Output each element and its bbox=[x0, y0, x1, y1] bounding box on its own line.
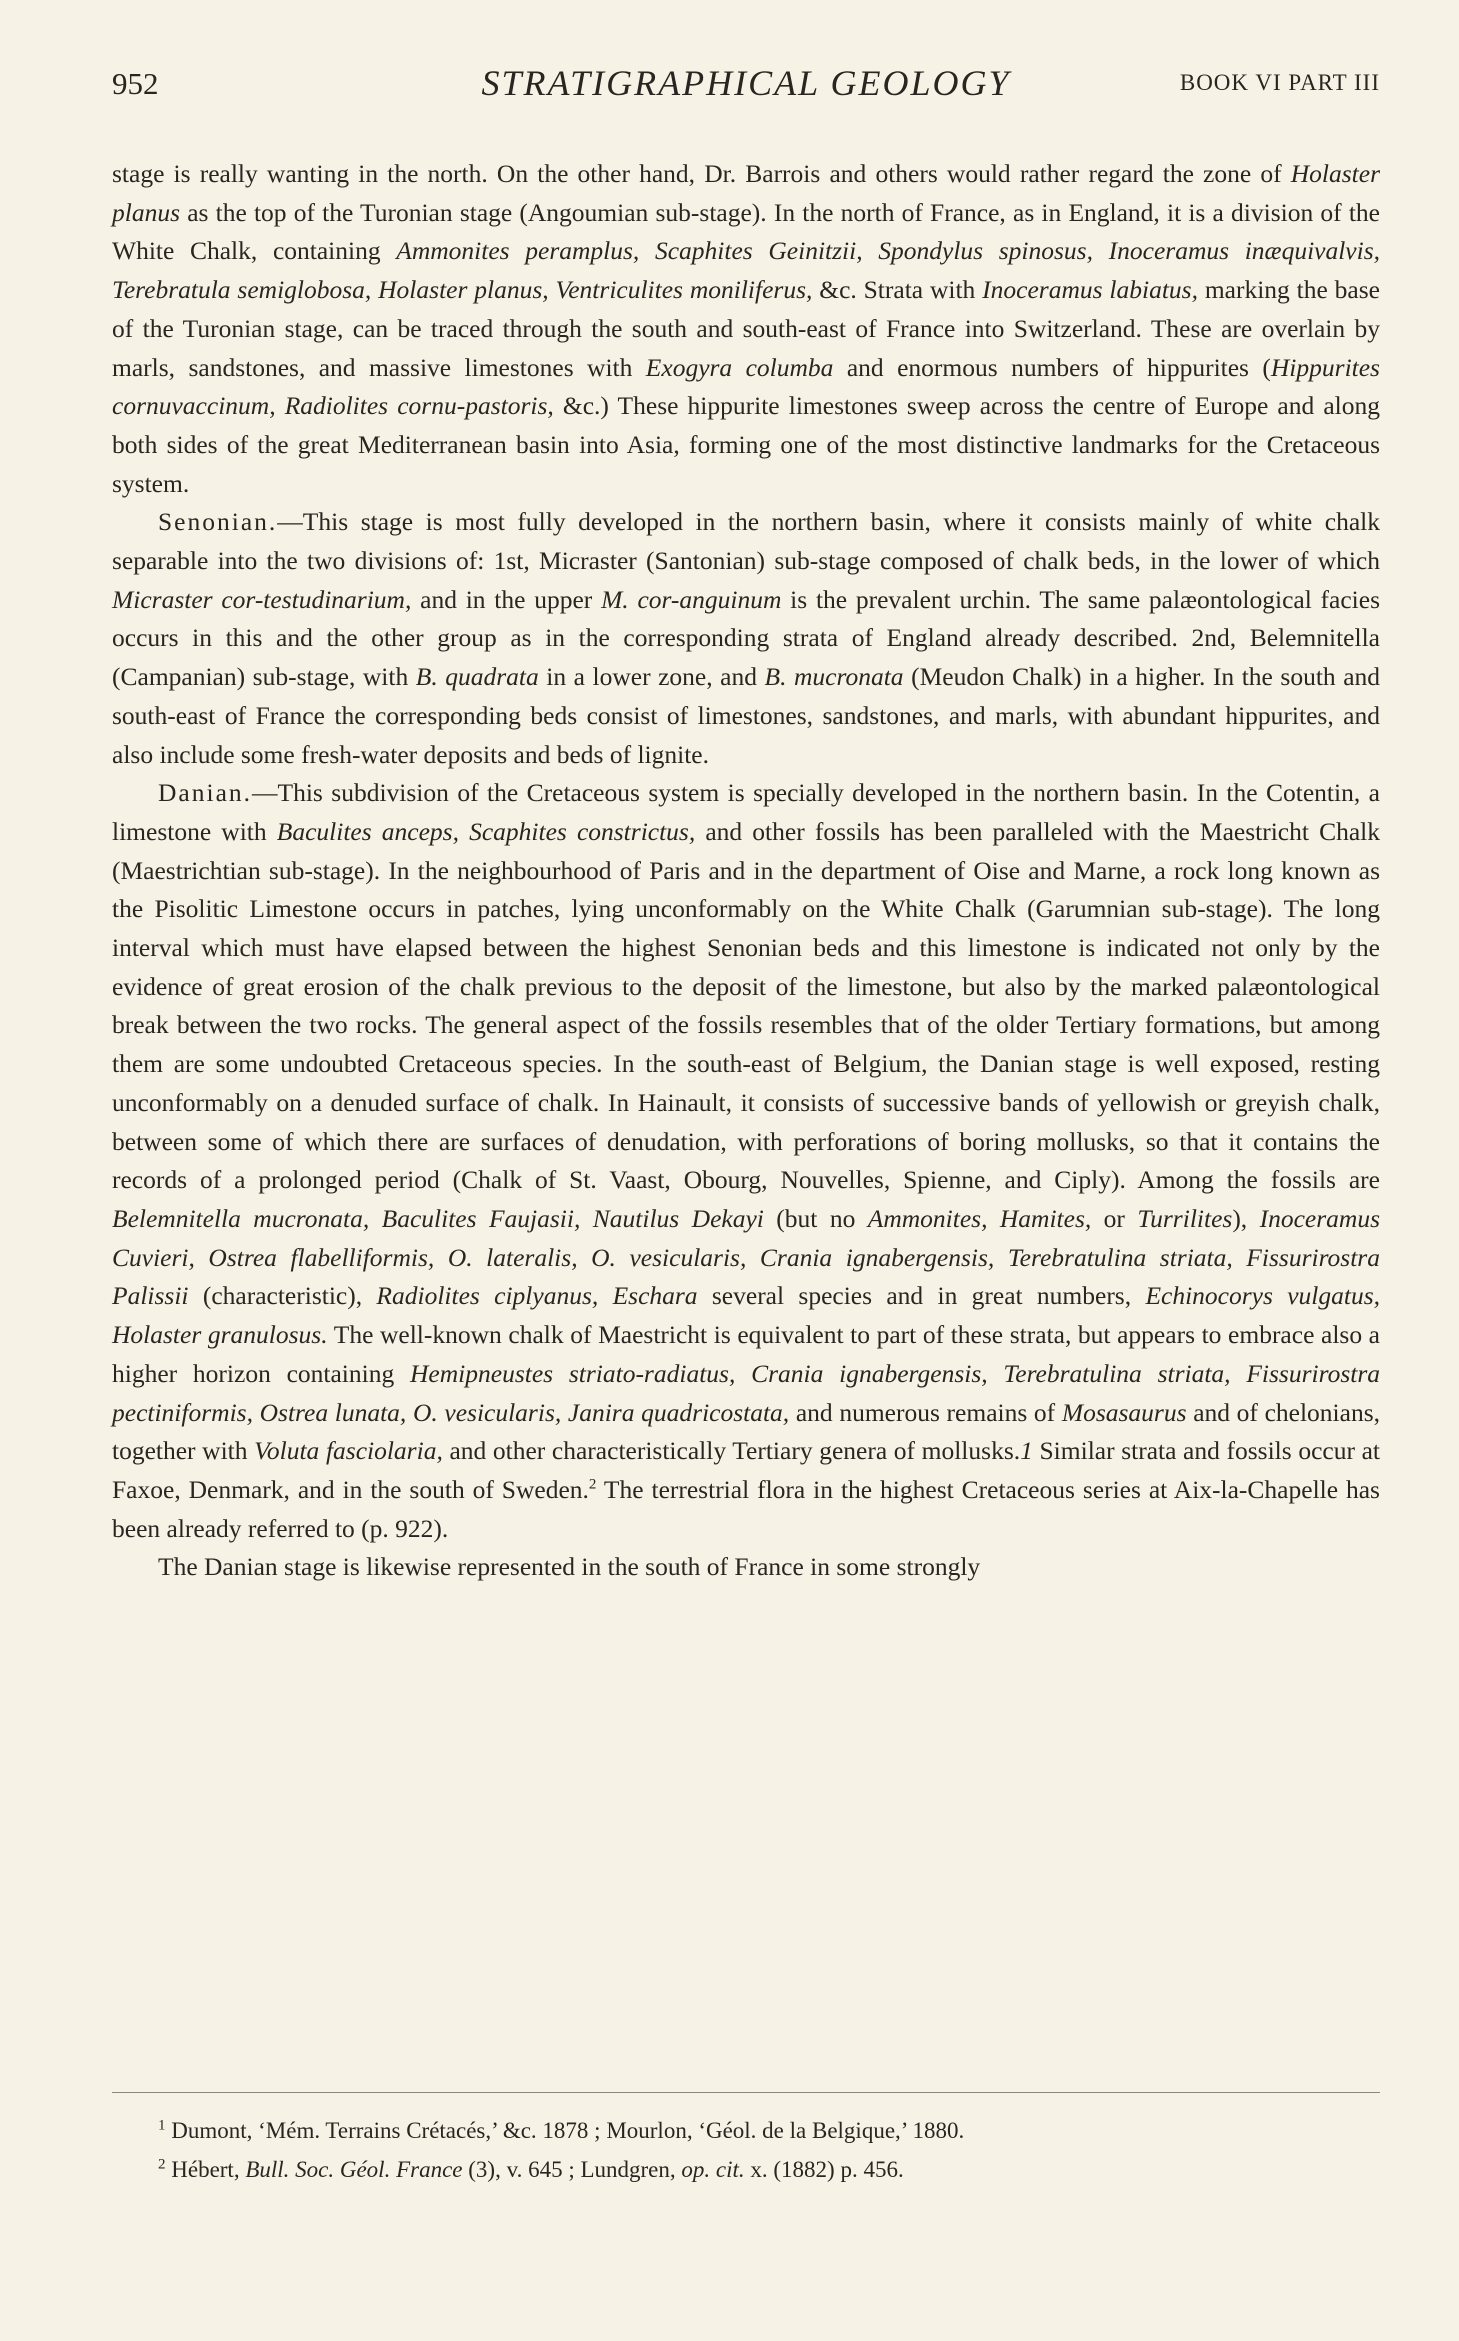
footnote-1: $^1$ Dumont, ‘Mém. Terrains Crétacés,’ &c. 1878 ; Mourlon, ‘Géol. de la Belgique,’ 1880. bbox=[158, 2117, 965, 2143]
footnote-mark-1: 1 bbox=[158, 2117, 166, 2134]
book-part-label: BOOK VI PART III bbox=[1179, 70, 1380, 95]
running-title: STRATIGRAPHICAL GEOLOGY bbox=[481, 63, 1011, 103]
footnotes bbox=[112, 2112, 1380, 2190]
paragraph-danian: Danian.—This subdivision of the Cretaceous system is specially developed in the northern basin. In the Cotentin, a limestone with Baculites anceps, Scaphites constrictus, and other fossils has been paralleled with the Maestricht Chalk (Maestrichtian sub-stage). In the neighbourhood of Paris and in the department of Oise and Marne, a rock long known as the Pisolitic Limestone occurs in patches, lying unconformably on the White Chalk (Garumnian sub-stage). The long interval which must have elapsed between the highest Senonian beds and this limestone is indicated not only by the evidence of great erosion of the chalk previous to the deposit of the limestone, but also by the marked palæontological break between the two rocks. The general aspect of the fossils resembles that of the older Tertiary formations, but among them are some undoubted Cretaceous species. In the south-east of Belgium, the Danian stage is well exposed, resting unconformably on a denuded surface of chalk. In Hainault, it consists of successive bands of yellowish or greyish chalk, between some of which there are surfaces of denudation, with perforations of boring mollusks, so that it contains the records of a prolonged period (Chalk of St. Vaast, Obourg, Nouvelles, Spienne, and Ciply). Among the fossils are Belemnitella mucronata, Baculites Faujasii, Nautilus Dekayi (but no Ammonites, Hamites, or Turrilites), Inoceramus Cuvieri, Ostrea flabelliformis, O. lateralis, O. vesicularis, Crania ignabergensis, Terebratulina striata, Fissurirostra Palissii (characteristic), Radiolites ciplyanus, Eschara several species and in great numbers, Echinocorys vulgatus, Holaster granulosus. The well-known chalk of Maestricht is equivalent to part of these strata, but appears to embrace also a higher horizon containing Hemipneustes striato-radiatus, Crania ignabergensis, Terebratulina striata, Fissurirostra pectiniformis, Ostrea lunata, O. vesicularis, Janira quadricostata, and numerous remains of Mosasaurus and of chelonians, together with Voluta fasciolaria, and other characteristically Tertiary genera of mollusks.1 Similar strata and fossils occur at Faxoe, Denmark, and in the south of Sweden.$^2$ The terrestrial flora in the highest Cretaceous series at Aix-la-Chapelle has been already referred to (p. 922). bbox=[112, 778, 1381, 1543]
paragraph-senonian: Senonian.—This stage is most fully developed in the northern basin, where it consists mainly of white chalk separable into the two divisions of: 1st, Micraster (Santonian) sub-stage composed of chalk beds, in the lower of which Micraster cor-testudinarium, and in the upper M. cor-anguinum is the prevalent urchin. The same palæontological facies occurs in this and the other group as in the corresponding strata of England already described. 2nd, Belemnitella (Campanian) sub-stage, with B. quadrata in a lower zone, and B. mucronata (Meudon Chalk) in a higher. In the south and south-east of France the corresponding beds consist of limestones, sandstones, and marls, with abundant hippurites, and also include some fresh-water deposits and beds of lignite. bbox=[112, 507, 1381, 769]
footnote-ref-1[interactable]: 2 bbox=[588, 1476, 597, 1493]
body-text bbox=[112, 155, 1380, 1587]
paragraph-danian-continued: The Danian stage is likewise represented in the south of France in some strongly bbox=[158, 1552, 981, 1582]
section-heading-senonian: Senonian. bbox=[158, 507, 278, 537]
section-heading-danian: Danian. bbox=[158, 778, 253, 808]
footnote-divider bbox=[112, 2092, 1380, 2093]
footnote-2: $^2$ Hébert, Bull. Soc. Géol. France (3), v. 645 ; Lundgren, op. cit. x. (1882) p. 456. bbox=[158, 2156, 904, 2182]
page-number: 952 bbox=[112, 66, 159, 101]
paragraph-1: stage is really wanting in the north. On the other hand, Dr. Barrois and others would rather regard the zone of Holaster planus as the top of the Turonian stage (Angoumian sub-stage). In the north of France, as in England, it is a division of the White Chalk, containing Ammonites peramplus, Scaphites Geinitzii, Spondylus spinosus, Inoceramus inæquivalvis, Terebratula semiglobosa, Holaster planus, Ventriculites moniliferus, &c. Strata with Inoceramus labiatus, marking the base of the Turonian stage, can be traced through the south and south-east of France into Switzerland. These are overlain by marls, sandstones, and massive limestones with Exogyra columba and enormous numbers of hippurites (Hippurites cornuvaccinum, Radiolites cornu-pastoris, &c.) These hippurite limestones sweep across the centre of Europe and along both sides of the great Mediterranean basin into Asia, forming one of the most distinctive landmarks for the Cretaceous system. bbox=[112, 159, 1381, 498]
running-header bbox=[112, 62, 1380, 112]
footnote-mark-2: 2 bbox=[158, 2156, 166, 2173]
